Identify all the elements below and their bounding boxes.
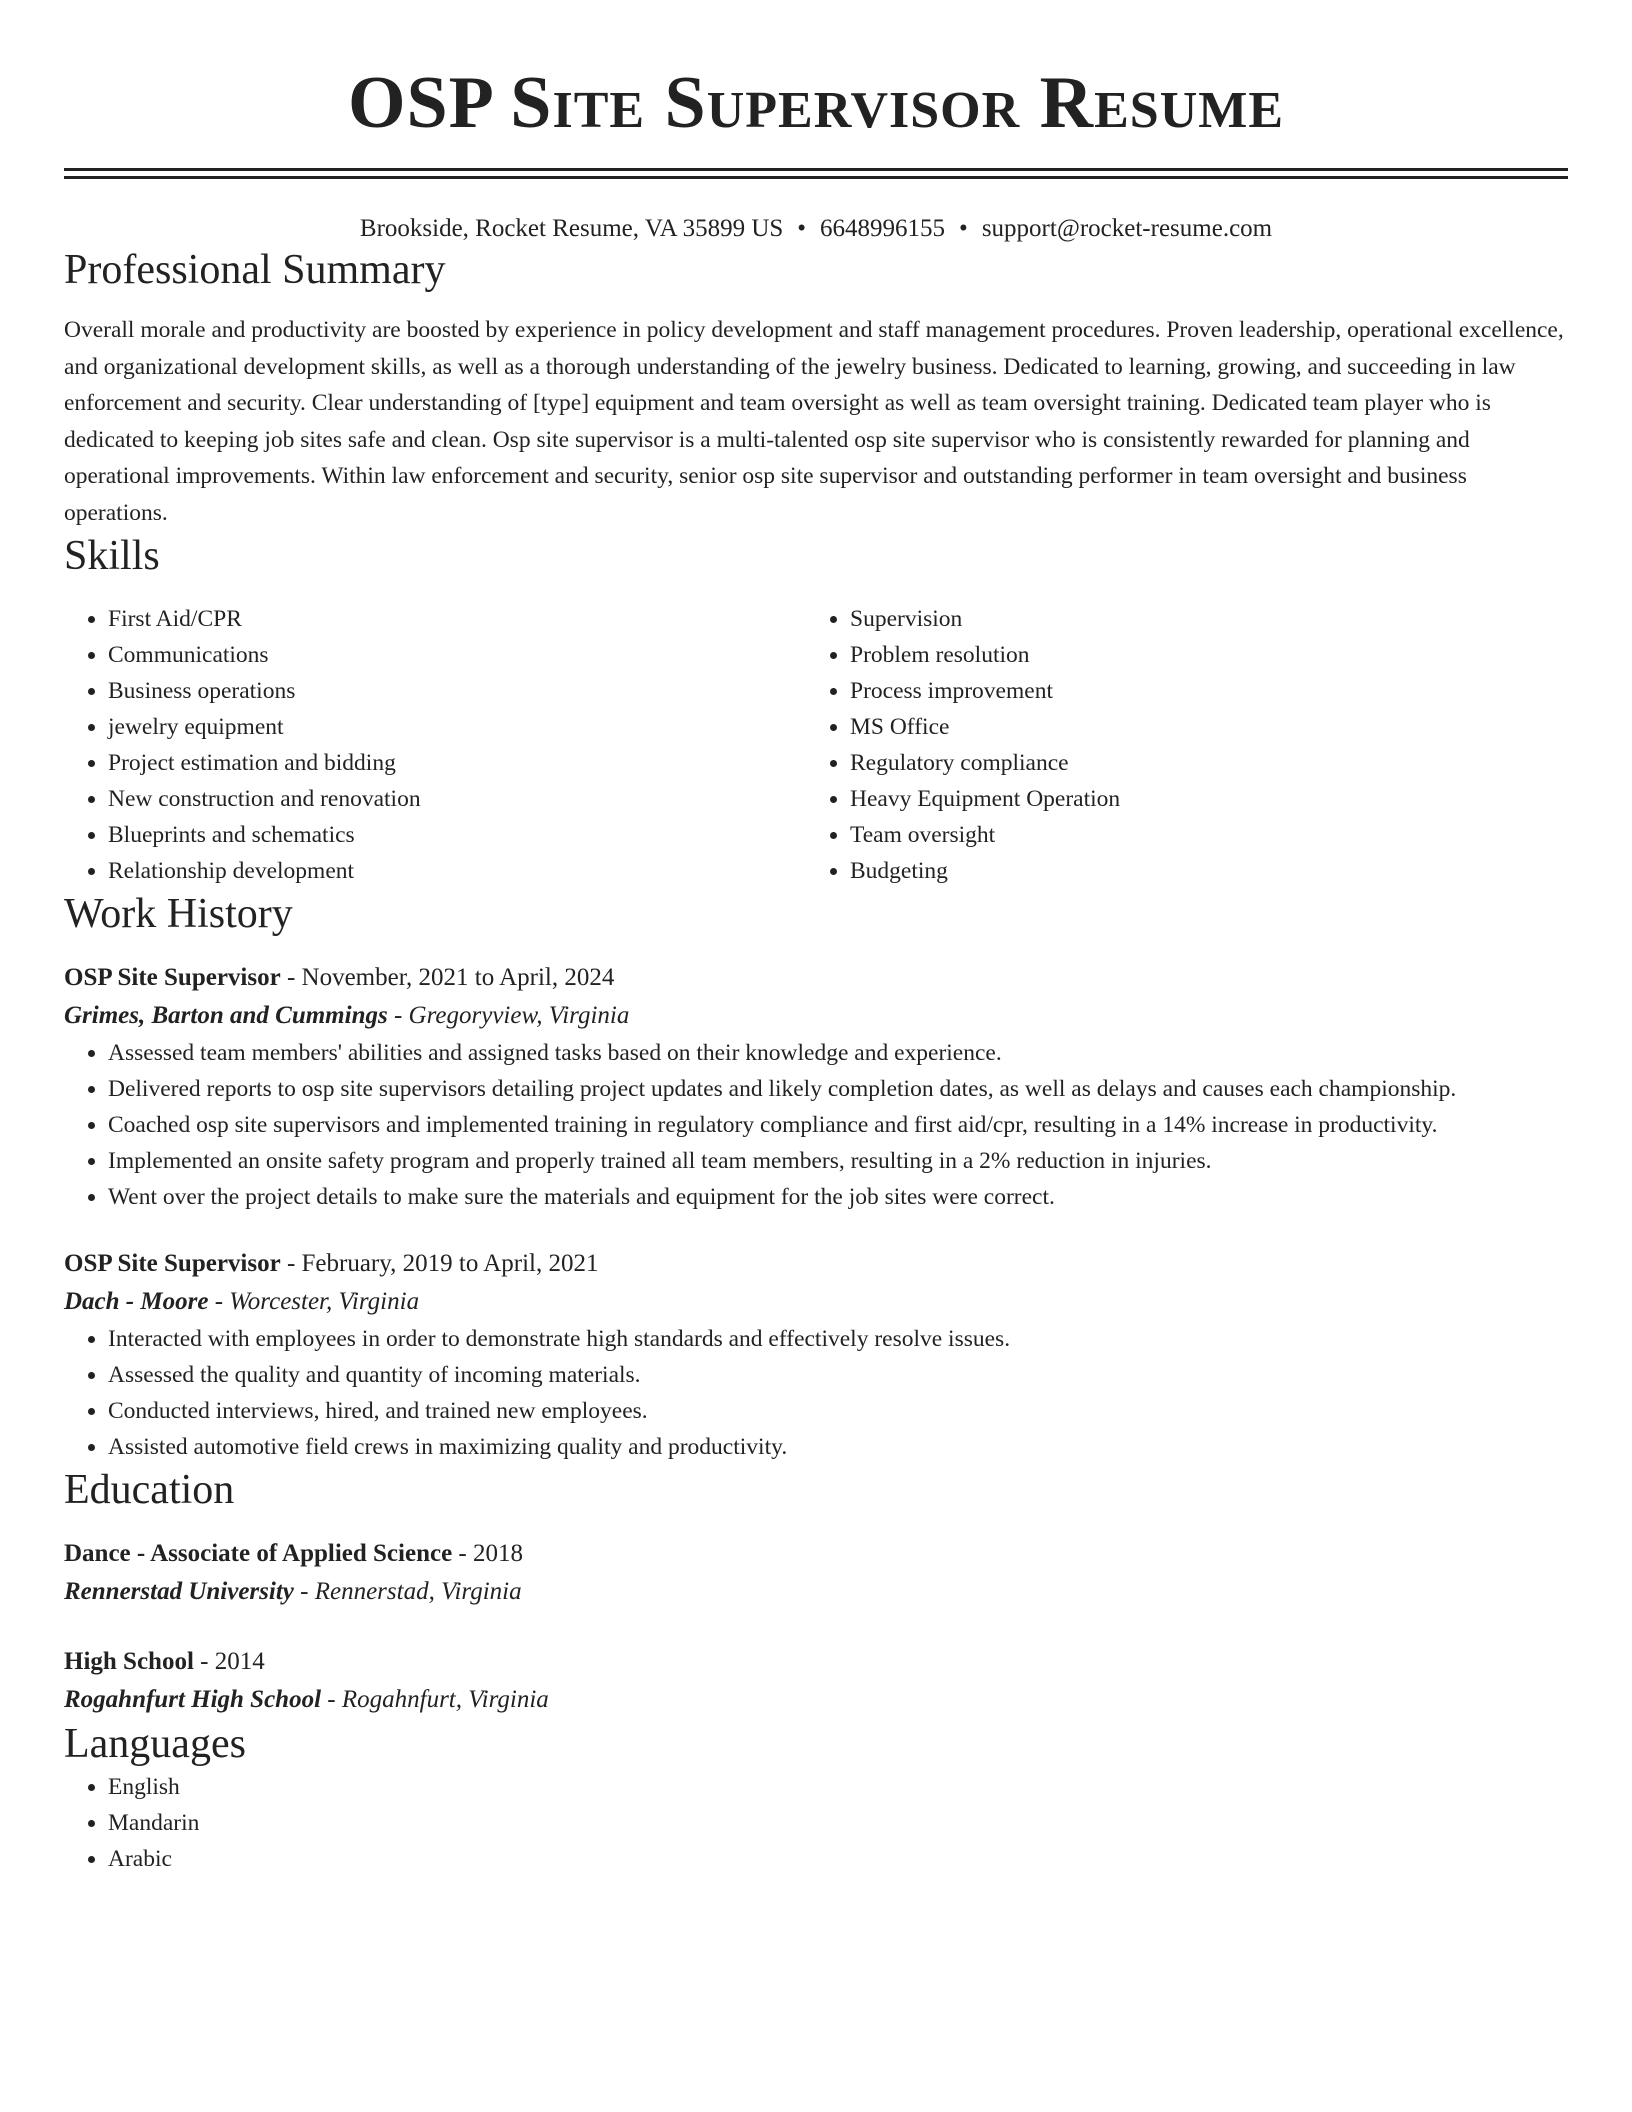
skill-item: • Problem resolution	[850, 637, 1548, 673]
job-dates: February, 2019 to April, 2021	[301, 1250, 599, 1277]
job-title: OSP Site Supervisor	[64, 1250, 281, 1277]
school-line	[64, 1681, 1568, 1719]
languages-list	[64, 1769, 1568, 1877]
dash-separator: -	[293, 1578, 315, 1605]
job-company: Dach - Moore	[64, 1288, 209, 1315]
job-company-line	[64, 1283, 1568, 1321]
contact-separator: •	[959, 215, 968, 242]
skills-column-left	[64, 601, 806, 889]
job-duty: • Implemented an onsite safety program and properly trained all team members, resulting in a 2% reduction in injuries.	[108, 1143, 1568, 1179]
job-title: OSP Site Supervisor	[64, 964, 281, 991]
contact-phone: 6648996155	[820, 215, 946, 242]
skill-item: • Process improvement	[850, 673, 1548, 709]
degree-name: High School	[64, 1648, 194, 1675]
job-duty: • Interacted with employees in order to demonstrate high standards and effectively resolve issues.	[108, 1321, 1568, 1357]
skill-item: • Team oversight	[850, 817, 1548, 853]
languages-heading: Languages	[64, 1721, 246, 1767]
language-item: • English	[108, 1769, 1568, 1805]
job-duty: • Assessed the quality and quantity of incoming materials.	[108, 1357, 1568, 1393]
language-item: • Arabic	[108, 1841, 1568, 1877]
resume-title: OSP Site Supervisor Resume	[347, 62, 1285, 144]
skill-item: • Heavy Equipment Operation	[850, 781, 1548, 817]
dash-separator: -	[193, 1648, 215, 1675]
contact-separator: •	[797, 215, 807, 242]
skill-item: • Regulatory compliance	[850, 745, 1548, 781]
dash-separator: -	[452, 1540, 473, 1567]
job-duty: • Went over the project details to make sure the materials and equipment for the job sites were correct.	[108, 1179, 1568, 1215]
degree-year: 2014	[214, 1648, 265, 1675]
skill-item: • Communications	[108, 637, 806, 673]
dash-separator: -	[208, 1288, 230, 1315]
skills-grid	[64, 601, 1568, 889]
job-dates: November, 2021 to April, 2024	[301, 964, 615, 991]
education-entry	[64, 1535, 1568, 1611]
degree-name: Dance - Associate of Applied Science	[64, 1540, 453, 1567]
skill-item: • jewelry equipment	[108, 709, 806, 745]
degree-line	[64, 1643, 1568, 1681]
skills-column-right	[806, 601, 1548, 889]
contact-email: support@rocket-resume.com	[981, 215, 1273, 242]
summary-text: Overall morale and productivity are boosted by experience in policy development and staff management procedures. Proven leadership, operational excellence, and organizational development skills, as well as a thorough understanding of the jewelry business. Dedicated to learning, growing, and succeeding in law enforcement and security. Clear understanding of [type] equipment and team oversight as well as team oversight training. Dedicated team player who is dedicated to keeping job sites safe and clean. Osp site supervisor is a multi-talented osp site supervisor who is consistently rewarded for planning and operational improvements. Within law enforcement and security, senior osp site supervisor and outstanding performer in team oversight and business operations.	[64, 317, 1564, 526]
job-title-line	[64, 959, 1568, 997]
degree-line	[64, 1535, 1568, 1573]
summary-heading: Professional Summary	[64, 247, 446, 293]
skill-item: • Business operations	[108, 673, 806, 709]
education-heading: Education	[64, 1467, 235, 1513]
skill-item: • Budgeting	[850, 853, 1548, 889]
work-history-heading: Work History	[64, 891, 293, 937]
dash-separator: -	[280, 1250, 302, 1277]
language-item: • Mandarin	[108, 1805, 1568, 1841]
school-location: Rennerstad, Virginia	[314, 1578, 522, 1605]
skill-item: • Blueprints and schematics	[108, 817, 806, 853]
education-entry	[64, 1643, 1568, 1719]
title-divider	[64, 168, 1568, 179]
dash-separator: -	[280, 964, 302, 991]
job-entry	[64, 959, 1568, 1215]
job-company: Grimes, Barton and Cummings	[64, 1002, 388, 1029]
school-name: Rennerstad University	[64, 1578, 294, 1605]
skill-item: • First Aid/CPR	[108, 601, 806, 637]
job-company-line	[64, 997, 1568, 1035]
job-duty: • Assisted automotive field crews in maximizing quality and productivity.	[108, 1429, 1568, 1465]
job-duties-list	[64, 1321, 1568, 1465]
skill-item: • New construction and renovation	[108, 781, 806, 817]
job-duty: • Delivered reports to osp site supervisors detailing project updates and likely completion dates, as well as delays and causes each championship.	[108, 1071, 1568, 1107]
job-location: Gregoryview, Virginia	[408, 1002, 630, 1029]
degree-year: 2018	[473, 1540, 523, 1567]
dash-separator: -	[387, 1002, 409, 1029]
job-duty: • Coached osp site supervisors and implemented training in regulatory compliance and first aid/cpr, resulting in a 14% increase in productivity.	[108, 1107, 1568, 1143]
school-location: Rogahnfurt, Virginia	[341, 1686, 549, 1713]
skill-item: • Project estimation and bidding	[108, 745, 806, 781]
dash-separator: -	[321, 1686, 342, 1713]
job-duties-list	[64, 1035, 1568, 1215]
job-location: Worcester, Virginia	[229, 1288, 420, 1315]
school-name: Rogahnfurt High School	[64, 1686, 322, 1713]
skill-item: • Relationship development	[108, 853, 806, 889]
skill-item: • MS Office	[850, 709, 1548, 745]
job-duty: • Conducted interviews, hired, and trained new employees.	[108, 1393, 1568, 1429]
contact-line	[64, 213, 1568, 245]
job-duty: • Assessed team members' abilities and assigned tasks based on their knowledge and experience.	[108, 1035, 1568, 1071]
job-entry	[64, 1245, 1568, 1465]
contact-address: Brookside, Rocket Resume, VA 35899 US	[359, 215, 784, 242]
school-line	[64, 1573, 1568, 1611]
skills-list-left	[64, 601, 806, 889]
skills-list-right	[806, 601, 1548, 889]
job-title-line	[64, 1245, 1568, 1283]
skills-heading: Skills	[64, 533, 160, 579]
skill-item: • Supervision	[850, 601, 1548, 637]
